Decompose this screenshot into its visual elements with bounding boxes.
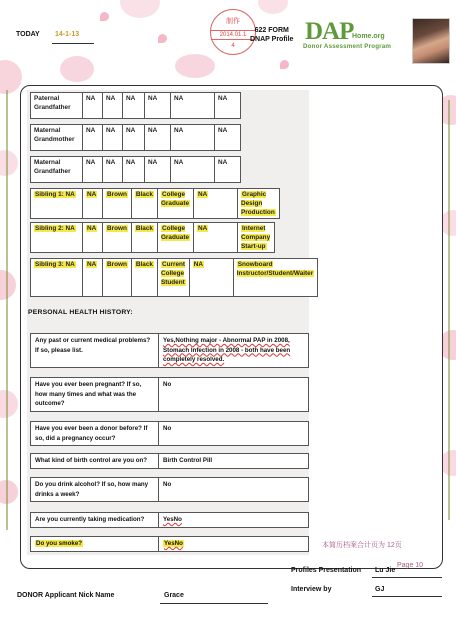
family-cell [157, 223, 193, 253]
family-cell [233, 259, 317, 297]
family-row [30, 124, 241, 151]
answer-cell [159, 478, 309, 502]
petal-decoration [100, 12, 109, 21]
family-cell [238, 223, 275, 253]
family-cell [103, 223, 132, 253]
family-cell [83, 125, 103, 151]
question-text: Are you currently taking medication? [35, 516, 145, 523]
relation-label: Paternal [34, 95, 60, 102]
answer-cell [159, 422, 309, 446]
family-cell [145, 157, 171, 183]
answer-text: YesNo [164, 540, 183, 547]
relation-cell [31, 125, 83, 151]
family-cell [103, 157, 123, 183]
family-cell-value: Brown [107, 191, 127, 198]
flower-decoration [0, 270, 16, 300]
form-title [250, 26, 293, 44]
answer-text: No [163, 481, 172, 488]
answer-text: No [163, 381, 172, 388]
health-section-title: PERSONAL HEALTH HISTORY: [28, 309, 133, 316]
answer-text: No [163, 425, 172, 432]
health-question-row [30, 453, 309, 469]
family-cell-value: NA [87, 225, 97, 232]
family-cell-value: NA [174, 159, 184, 166]
family-cell-value: Brown [107, 261, 127, 268]
family-row [30, 258, 318, 297]
question-cell [31, 478, 159, 502]
relation-label: Maternal [34, 127, 61, 134]
health-question-row [30, 477, 309, 502]
family-cell-value: Black [135, 261, 153, 268]
interview-by-value: GJ [375, 586, 385, 593]
family-cell [171, 93, 215, 119]
family-row [30, 222, 275, 253]
question-cell [31, 454, 159, 469]
question-text: What kind of birth control are you on? [35, 457, 148, 464]
profiles-presentation-value: Lu Jie [375, 567, 396, 574]
profiles-underline [372, 577, 442, 578]
family-cell [131, 259, 157, 297]
family-cell-value: NA [218, 95, 228, 102]
flower-decoration [0, 390, 18, 418]
family-cell-value: College Graduate [160, 191, 190, 207]
relation-label: Grandfather [34, 168, 71, 175]
family-cell [215, 93, 241, 119]
family-cell [131, 189, 157, 219]
family-cell [83, 93, 103, 119]
family-cell [145, 93, 171, 119]
family-cell [215, 157, 241, 183]
family-cell [145, 125, 171, 151]
question-text: Do you drink alcohol? If so, how many drinks a week? [35, 481, 149, 498]
family-cell-value: Black [135, 225, 153, 232]
family-cell-value: NA [193, 261, 203, 268]
health-question-row [30, 333, 309, 368]
family-cell-value: NA [148, 159, 158, 166]
profiles-presentation-label: Profiles Presentation [291, 567, 362, 574]
nickname-underline [160, 603, 268, 604]
petal-decoration [158, 34, 167, 43]
health-question-row [30, 421, 309, 446]
page-count-note: 本简历档案合计页为 12页 [322, 542, 402, 549]
family-cell-value: Internet Company Start-up [241, 225, 271, 250]
family-cell-value: Current College Student [160, 261, 186, 286]
question-cell [31, 334, 159, 368]
question-text: Any past or current medical problems? If so, please list. [35, 337, 151, 354]
health-question-row [30, 536, 309, 552]
family-cell [103, 259, 132, 297]
answer-text: Birth Control Pill [163, 457, 213, 464]
family-cell [131, 223, 157, 253]
family-cell [123, 157, 145, 183]
family-cell [157, 259, 189, 297]
health-question-row [30, 512, 309, 528]
family-cell [103, 125, 123, 151]
question-text: Have you ever been pregnant? If so, how many times and what was the outcome? [35, 381, 142, 407]
relation-label: Sibling 3: NA [35, 261, 75, 268]
family-cell-value: NA [174, 95, 184, 102]
family-cell [103, 93, 123, 119]
family-cell-value: NA [87, 261, 97, 268]
relation-label: Sibling 2: NA [35, 225, 75, 232]
family-row [30, 92, 241, 119]
nickname-value: Grace [164, 592, 184, 599]
family-cell-value: NA [148, 95, 158, 102]
family-cell-value: NA [86, 127, 96, 134]
flower-decoration [0, 480, 18, 504]
logo-tagline: Donor Assessment Program [303, 43, 392, 50]
dap-logo: DAP [305, 18, 354, 45]
family-cell [171, 157, 215, 183]
family-cell [103, 189, 132, 219]
answer-cell [159, 454, 309, 469]
flower-decoration [175, 54, 215, 78]
question-cell [31, 378, 159, 412]
relation-cell [31, 223, 83, 253]
form-title-line2: DNAP Profile [250, 36, 294, 43]
family-cell-value: NA [106, 127, 116, 134]
stamp-date: 2014.01.1 [211, 30, 255, 40]
family-cell-value: Graphic Design Production [241, 191, 275, 216]
interview-by-label: Interview by [291, 586, 332, 593]
page-number: Page 10 [397, 562, 424, 569]
family-cell [123, 125, 145, 151]
family-cell-value: NA [106, 95, 116, 102]
stamp-top-text: 制作 [226, 18, 240, 25]
family-cell-value: NA [148, 127, 158, 134]
family-cell-value: NA [106, 159, 116, 166]
family-cell-value: Black [135, 191, 153, 198]
family-cell [238, 189, 280, 219]
relation-cell [31, 259, 83, 297]
family-cell-value: NA [126, 127, 136, 134]
flower-decoration [0, 60, 22, 94]
relation-label: Sibling 1: NA [35, 191, 75, 198]
answer-text: Yes,Nothing major - Abnormal PAP in 2008, Stomach Infection in 2008 - both have been completely resolved. [163, 337, 291, 363]
family-cell-value: Brown [107, 225, 127, 232]
relation-cell [31, 189, 83, 219]
family-cell-value: NA [174, 127, 184, 134]
vine-decoration [448, 100, 450, 520]
family-cell [171, 125, 215, 151]
answer-cell [159, 378, 309, 412]
family-row [30, 156, 241, 183]
family-cell [83, 189, 103, 219]
relation-cell [31, 93, 83, 119]
form-title-line1: 622 FORM [254, 27, 289, 34]
vine-decoration [6, 90, 8, 530]
answer-cell [159, 513, 309, 528]
family-cell [83, 259, 103, 297]
family-cell-value: NA [86, 95, 96, 102]
family-cell-value: NA [126, 95, 136, 102]
question-text: Do you smoke? [36, 540, 83, 547]
family-cell [83, 223, 103, 253]
family-cell [189, 259, 233, 297]
relation-label: Grandmother [34, 136, 75, 143]
flower-decoration [258, 0, 288, 14]
flower-decoration [120, 0, 160, 18]
flower-decoration [0, 150, 18, 176]
family-cell-value: NA [198, 225, 208, 232]
family-cell [157, 189, 193, 219]
family-cell-value: NA [87, 191, 97, 198]
question-cell [31, 513, 159, 528]
relation-label: Maternal [34, 159, 61, 166]
nickname-label: DONOR Applicant Nick Name [17, 592, 115, 599]
interview-underline [372, 596, 442, 597]
relation-cell [31, 157, 83, 183]
donor-photo [412, 18, 450, 64]
family-row [30, 188, 280, 219]
family-cell-value: NA [126, 159, 136, 166]
family-cell [194, 223, 238, 253]
family-cell-value: College Graduate [160, 225, 190, 241]
stamp-bottom-text: 4 [231, 43, 235, 49]
answer-cell [159, 537, 309, 552]
family-cell-value: Snowboard Instructor/Student/Waiter [236, 261, 314, 277]
family-cell-value: NA [218, 159, 228, 166]
question-cell [31, 537, 159, 552]
date-underline [52, 43, 94, 44]
family-cell-value: NA [86, 159, 96, 166]
answer-text: YesNo [163, 516, 182, 523]
today-date: 14-1-13 [55, 31, 80, 38]
family-cell-value: NA [218, 127, 228, 134]
family-cell [215, 125, 241, 151]
logo-domain: Home.org [352, 33, 385, 40]
family-cell [83, 157, 103, 183]
flower-decoration [60, 56, 94, 82]
relation-label: Grandfather [34, 104, 71, 111]
family-cell [123, 93, 145, 119]
question-text: Have you ever been a donor before? If so, did a pregnancy occur? [35, 425, 148, 442]
family-cell-value: NA [198, 191, 208, 198]
today-label: TODAY [16, 31, 40, 38]
health-question-row [30, 377, 309, 412]
question-cell [31, 422, 159, 446]
family-cell [194, 189, 238, 219]
answer-cell [159, 334, 309, 368]
petal-decoration [280, 60, 289, 69]
